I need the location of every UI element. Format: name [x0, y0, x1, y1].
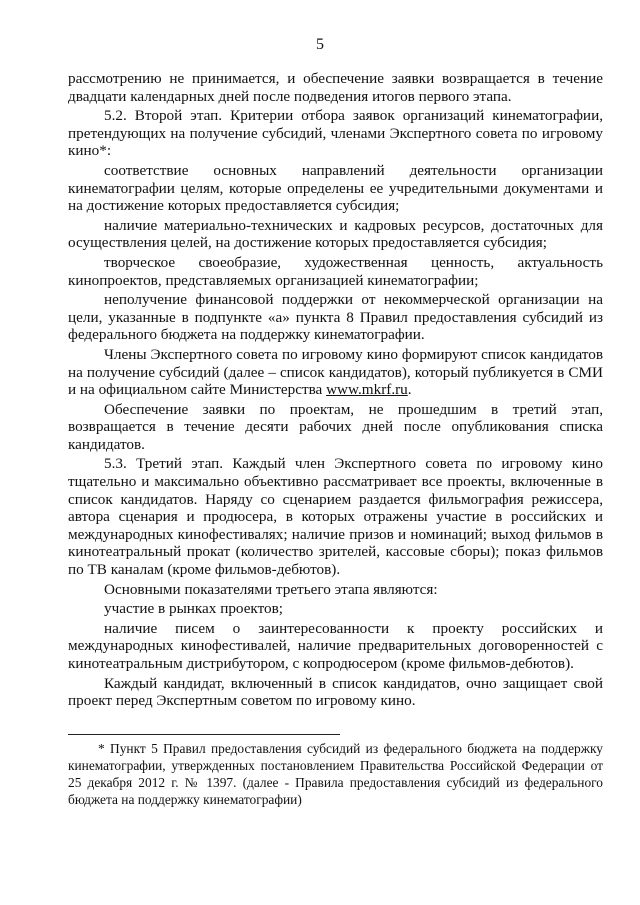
- paragraph-first-stage-end: рассмотрению не принимается, и обеспечение заявки возвращается в течение двадцати календарных дней после подведения итогов первого этапа.: [68, 70, 603, 105]
- ministry-website-link[interactable]: www.mkrf.ru: [326, 381, 408, 399]
- criterion-purpose-conformity: соответствие основных направлений деятельности организации кинематографии целям, которые определены ее учредительными документами и на достижение которых предоставляется субсидия;: [68, 161, 603, 215]
- paragraph-candidate-list: [68, 346, 603, 399]
- page-number: 5: [316, 36, 324, 53]
- candidate-list-end: .: [407, 381, 412, 399]
- paragraph-third-stage: 5.3. Третий этап. Каждый член Экспертного совета по игровому кино тщательно и максимально объективно рассматривает все проекты, включенные в список кандидатов. Наряду со сценарием раздается фильмография режиссера, автора сценария и продюсера, в которых отражены участие в российских и международных кинофестивалях; наличие призов и номинаций; выход фильмов в кинотеатральный прокат (количество зрителей, кассовые сборы); показ фильмов по ТВ каналам (кроме фильмов-дебютов).: [68, 455, 603, 579]
- criterion-resources: наличие материально-технических и кадровых ресурсов, достаточных для осуществления целей, на достижение которых предоставляется субсидия;: [68, 216, 603, 252]
- paragraph-deposit-return: Обеспечение заявки по проектам, не прошедшим в третий этап, возвращается в течение десяти рабочих дней после опубликования списка кандидатов.: [68, 400, 603, 453]
- criterion-creative-value: творческое своеобразие, художественная ценность, актуальность кинопроектов, представляемых организацией кинематографии;: [68, 253, 603, 289]
- paragraph-indicators-heading: Основными показателями третьего этапа являются:: [104, 580, 438, 598]
- document-body: [68, 70, 603, 712]
- criterion-no-other-funding: неполучение финансовой поддержки от некоммерческой организации на цели, указанные в подпункте «а» пункта 8 Правил предоставления субсидий из федерального бюджета на поддержку кинематографии.: [68, 291, 603, 344]
- footnote: * Пункт 5 Правил предоставления субсидий из федерального бюджета на поддержку кинематографии, утвержденных постановлением Правительства Российской Федерации от 25 декабря 2012 г. № 1397. (далее - Правила предоставления субсидий из федерального бюджета на поддержку кинематографии): [68, 741, 603, 807]
- paragraph-second-stage-heading: 5.2. Второй этап. Критерии отбора заявок организаций кинематографии, претендующих на получение субсидий, членами Экспертного совета по игровому кино*:: [68, 107, 603, 160]
- indicator-project-markets: участие в рынках проектов;: [104, 600, 284, 618]
- paragraph-candidate-defense: Каждый кандидат, включенный в список кандидатов, очно защищает свой проект перед Экспертным советом по игровому кино.: [68, 674, 603, 710]
- candidate-list-text: Члены Экспертного совета по игровому кино формируют список кандидатов на получение субсидий (далее – список кандидатов), который публикуется в СМИ и на официальном сайте Министерства: [68, 345, 603, 399]
- indicator-letters-of-interest: наличие писем о заинтересованности к проекту российских и международных кинофестивалей, наличие предварительных договоренностей с кинотеатральным дистрибутором, с копродюсером (кроме фильмов-дебютов).: [68, 619, 603, 672]
- footnote-divider: [68, 734, 340, 735]
